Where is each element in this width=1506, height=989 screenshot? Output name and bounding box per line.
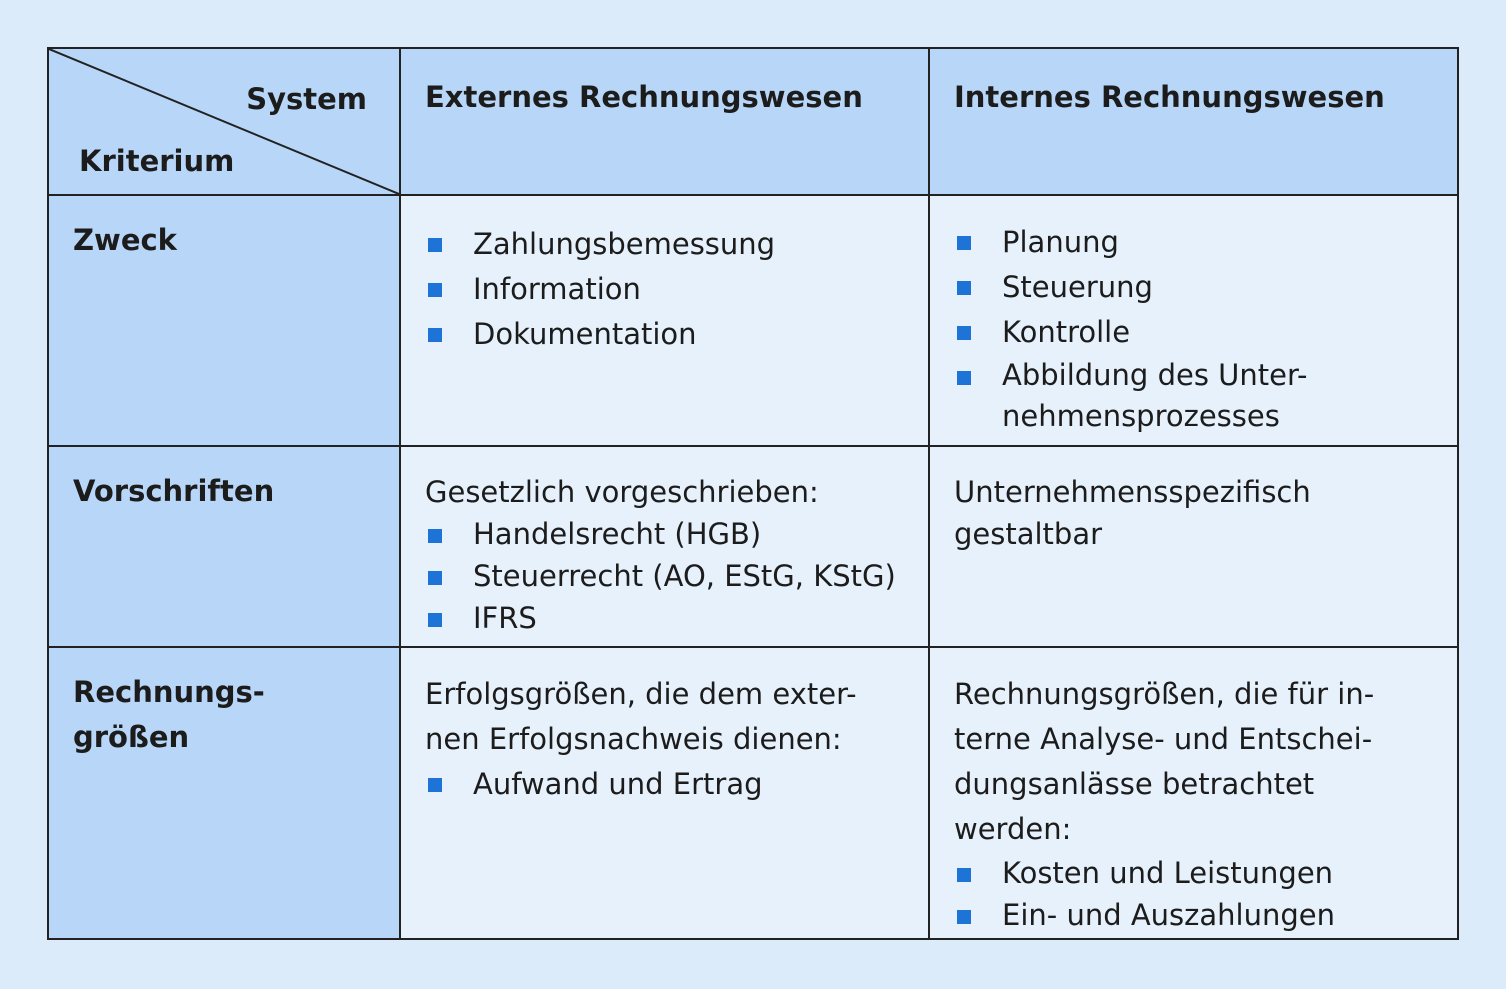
bullet-list xyxy=(954,852,1433,936)
header-internal-label: Internes Rechnungswesen xyxy=(954,80,1385,114)
bullet-square-icon xyxy=(428,778,442,792)
corner-label-criterion: Kriterium xyxy=(79,144,235,178)
cell-vorschriften-external xyxy=(401,447,930,648)
cell-zweck-external xyxy=(401,196,930,447)
bullet-square-icon xyxy=(957,371,971,385)
bullet-square-icon xyxy=(957,910,971,924)
cell-rechnungsgroessen-internal xyxy=(930,648,1457,938)
list-item xyxy=(425,597,904,639)
cell-intro-text: Gesetzlich vorgeschrieben: xyxy=(425,475,819,509)
cell-intro-text: Rechnungsgrößen, die für in- terne Analyse- und Entschei- dungsanlässe betrachtet werden: xyxy=(954,677,1375,846)
list-item xyxy=(954,310,1433,355)
list-item-text: Information xyxy=(473,272,641,306)
list-item-text: Zahlungsbemessung xyxy=(473,227,776,261)
list-item xyxy=(425,312,904,357)
header-internal xyxy=(930,49,1457,196)
corner-label-system: System xyxy=(246,82,367,116)
row-label-cell-zweck xyxy=(49,196,401,447)
cell-text: Unternehmensspezifisch gestaltbar xyxy=(954,475,1311,551)
list-item xyxy=(425,762,904,807)
row-label-cell-rechnungsgroessen xyxy=(49,648,401,938)
list-item xyxy=(425,267,904,312)
bullet-list xyxy=(954,220,1433,437)
list-item xyxy=(954,265,1433,310)
bullet-square-icon xyxy=(428,613,442,627)
row-label-cell-vorschriften xyxy=(49,447,401,648)
bullet-square-icon xyxy=(428,238,442,252)
row-label: Zweck xyxy=(73,223,177,257)
list-item-text: Handelsrecht (HGB) xyxy=(473,517,762,551)
cell-rechnungsgroessen-external xyxy=(401,648,930,938)
header-external-label: Externes Rechnungswesen xyxy=(425,80,863,114)
bullet-square-icon xyxy=(428,571,442,585)
list-item xyxy=(425,513,904,555)
bullet-square-icon xyxy=(957,281,971,295)
list-item-text: Ein- und Auszahlungen xyxy=(1002,898,1335,932)
bullet-square-icon xyxy=(957,868,971,882)
list-item-text: Abbildung des Unter- nehmensprozesses xyxy=(1002,358,1308,433)
cell-vorschriften-internal xyxy=(930,447,1457,648)
list-item-text: IFRS xyxy=(473,601,537,635)
list-item-text: Kontrolle xyxy=(1002,315,1131,349)
cell-intro-text: Erfolgsgrößen, die dem exter- nen Erfolgsnachweis dienen: xyxy=(425,677,857,756)
list-item-text: Aufwand und Ertrag xyxy=(473,767,763,801)
cell-zweck-internal xyxy=(930,196,1457,447)
list-item xyxy=(954,852,1433,894)
list-item-text: Kosten und Leistungen xyxy=(1002,856,1334,890)
header-external xyxy=(401,49,930,196)
bullet-list xyxy=(425,513,904,639)
list-item-text: Dokumentation xyxy=(473,317,697,351)
bullet-square-icon xyxy=(428,328,442,342)
list-item-text: Steuerung xyxy=(1002,270,1153,304)
list-item xyxy=(954,355,1433,437)
list-item-text: Steuerrecht (AO, EStG, KStG) xyxy=(473,559,896,593)
corner-cell xyxy=(49,49,401,196)
bullet-square-icon xyxy=(428,283,442,297)
comparison-table xyxy=(47,47,1459,940)
bullet-list xyxy=(425,222,904,357)
row-label: Rechnungs- größen xyxy=(73,675,265,754)
bullet-square-icon xyxy=(957,326,971,340)
bullet-list xyxy=(425,762,904,807)
list-item xyxy=(954,894,1433,936)
row-label: Vorschriften xyxy=(73,474,275,508)
list-item xyxy=(425,222,904,267)
list-item-text: Planung xyxy=(1002,225,1119,259)
list-item xyxy=(954,220,1433,265)
bullet-square-icon xyxy=(957,236,971,250)
bullet-square-icon xyxy=(428,529,442,543)
list-item xyxy=(425,555,904,597)
